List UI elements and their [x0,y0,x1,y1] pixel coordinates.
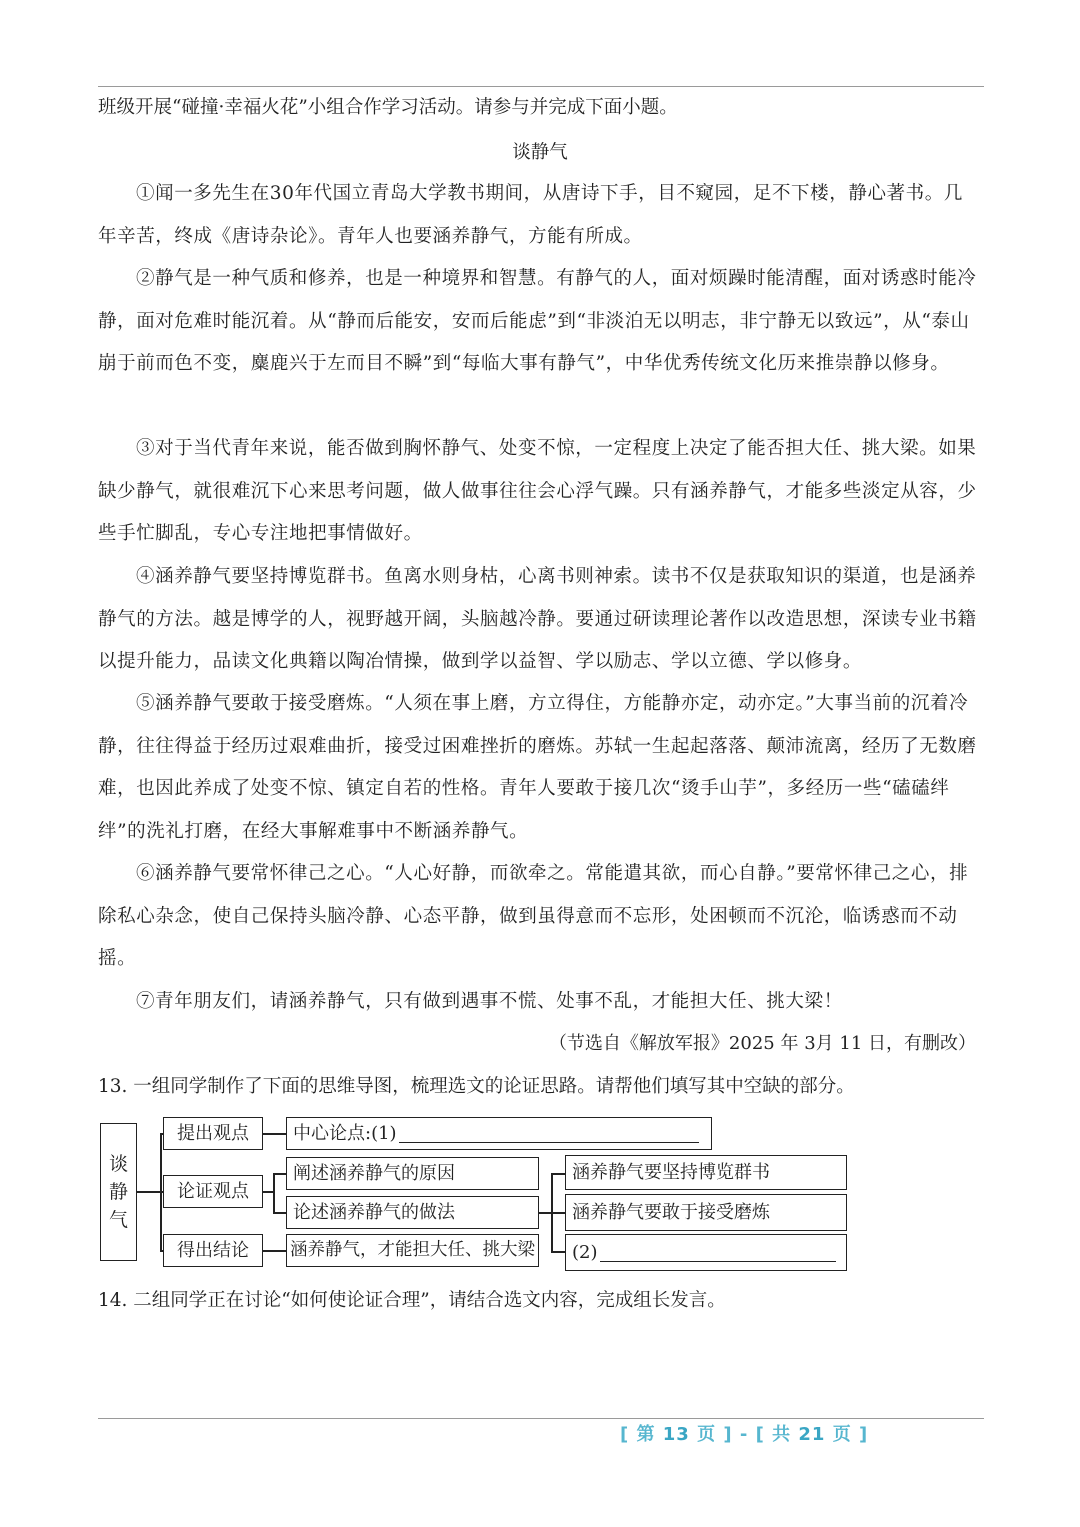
mindmap-root [100,1123,137,1261]
blank-2-line[interactable] [600,1243,836,1262]
stage-argue-label: 论证观点 [177,1180,249,1202]
connector-method1 [551,1173,565,1175]
footer-prefix: [ 第 [620,1424,663,1445]
paragraph-5: ⑤涵养静气要敢于接受磨炼。“人须在事上磨，方立得住，方能静亦定，动亦定。”大事当前的沉着冷静，往往得益于经历过艰难曲折，接受过困难挫折的磨炼。苏轼一生起起落落、颠沛流离，经历了无数磨难，也因此养成了处变不惊、镇定自若的性格。青年人要敢于接几次“烫手山芋”，多经历一些“磕磕绊绊”的洗礼打磨，在经大事解难事中不断涵养静气。 [98,693,977,842]
paragraph-4: ④涵养静气要坚持博览群书。鱼离水则身枯，心离书则神索。读书不仅是获取知识的渠道，也是涵养静气的方法。越是博学的人，视野越开阔，头脑越冷静。要通过研读理论著作以改造思想，深读专业书籍以提升能力，品读文化典籍以陶冶情操，做到学以益智、学以励志、学以立德、学以修身。 [98,566,977,673]
blank-2-box [565,1234,847,1271]
method-2-label: 涵养静气要敢于接受磨炼 [572,1201,770,1223]
footer-suffix: 页 ] [825,1424,869,1445]
footer-page-number: 13 [662,1424,690,1445]
paragraph-7: ⑦青年朋友们，请涵养静气，只有做到遇事不慌、处事不乱，才能担大任、挑大梁！ [136,991,843,1012]
intro-text: 班级开展“碰撞·幸福火花”小组合作学习活动。请参与并完成下面小题。 [98,97,678,118]
source-citation: （节选自《解放军报》2025 年 3月 11 日，有删改） [548,1033,976,1054]
root-char-1: 谈 [108,1153,128,1175]
reason-label: 阐述涵养静气的原因 [293,1162,455,1184]
connector-blank2 [551,1251,565,1253]
question-14: 14. 二组同学正在讨论“如何使论证合理”，请结合选文内容，完成组长发言。 [98,1290,726,1311]
connector-stage3-out [262,1250,287,1252]
method-label: 论述涵养静气的做法 [293,1201,455,1223]
paragraph-1: ①闻一多先生在30年代国立青岛大学教书期间，从唐诗下手，目不窥园，足不下楼，静心著书。几年辛苦，终成《唐诗杂论》。青年人也要涵养静气，方能有所成。 [98,183,963,247]
method-1-box [565,1155,847,1190]
connector-reason [273,1173,287,1175]
page-footer [620,1420,868,1446]
conclusion-label: 涵养静气，才能担大任、挑大梁 [290,1239,535,1260]
method-2-box [565,1194,847,1231]
root-char-2: 静 [108,1181,128,1203]
blank-1-line[interactable] [399,1124,699,1143]
central-thesis-label: 中心论点:(1) [293,1122,397,1144]
conclusion-box [286,1234,539,1267]
paragraph-6: ⑥涵养静气要常怀律己之心。“人心好静，而欲牵之。常能遣其欲，而心自静。”要常怀律己之心，排除私心杂念，使自己保持头脑冷静、心态平静，做到虽得意而不忘形，处困顿而不沉沦，临诱惑而不动摇。 [98,863,969,970]
footer-total-pages: 21 [798,1424,826,1445]
footer-mid: 页 ] - [ 共 [689,1424,799,1445]
connector-root [137,1191,161,1193]
article-title: 谈静气 [512,142,568,163]
connector-method2 [551,1212,565,1214]
method-box [286,1196,539,1229]
stage-conclude-label: 得出结论 [177,1239,249,1261]
reason-box [286,1157,539,1190]
stage-argue-box [163,1175,263,1208]
stage-propose-box [163,1117,263,1150]
stage-conclude-box [163,1234,263,1267]
paragraph-3: ③对于当代青年来说，能否做到胸怀静气、处变不惊，一定程度上决定了能否担大任、挑大梁。如果缺少静气，就很难沉下心来思考问题，做人做事往往会心浮气躁。只有涵养静气，才能多些淡定从容，少些手忙脚乱，专心专注地把事情做好。 [98,438,977,545]
stage-propose-label: 提出观点 [177,1122,249,1144]
method-1-label: 涵养静气要坚持博览群书 [572,1161,770,1183]
central-thesis-box [286,1117,712,1150]
blank-2-label: (2) [572,1241,598,1263]
connector-method [273,1212,287,1214]
connector-stage2-vertical [273,1173,275,1213]
root-char-3: 气 [108,1209,128,1231]
question-13: 13. 一组同学制作了下面的思维导图，梳理选文的论证思路。请帮他们填写其中空缺的部分。 [98,1076,855,1097]
paragraph-2: ②静气是一种气质和修养，也是一种境界和智慧。有静气的人，面对烦躁时能清醒，面对诱惑时能冷静，面对危难时能沉着。从“静而后能安，安而后能虑”到“非淡泊无以明志，非宁静无以致远”，从“泰山崩于前而色不变，麋鹿兴于左而目不瞬”到“每临大事有静气”，中华优秀传统文化历来推崇静以修身。 [98,268,977,375]
top-rule [98,86,984,87]
bottom-rule [98,1418,984,1419]
connector-stage1-out [262,1133,287,1135]
connector-method-out [538,1212,552,1214]
